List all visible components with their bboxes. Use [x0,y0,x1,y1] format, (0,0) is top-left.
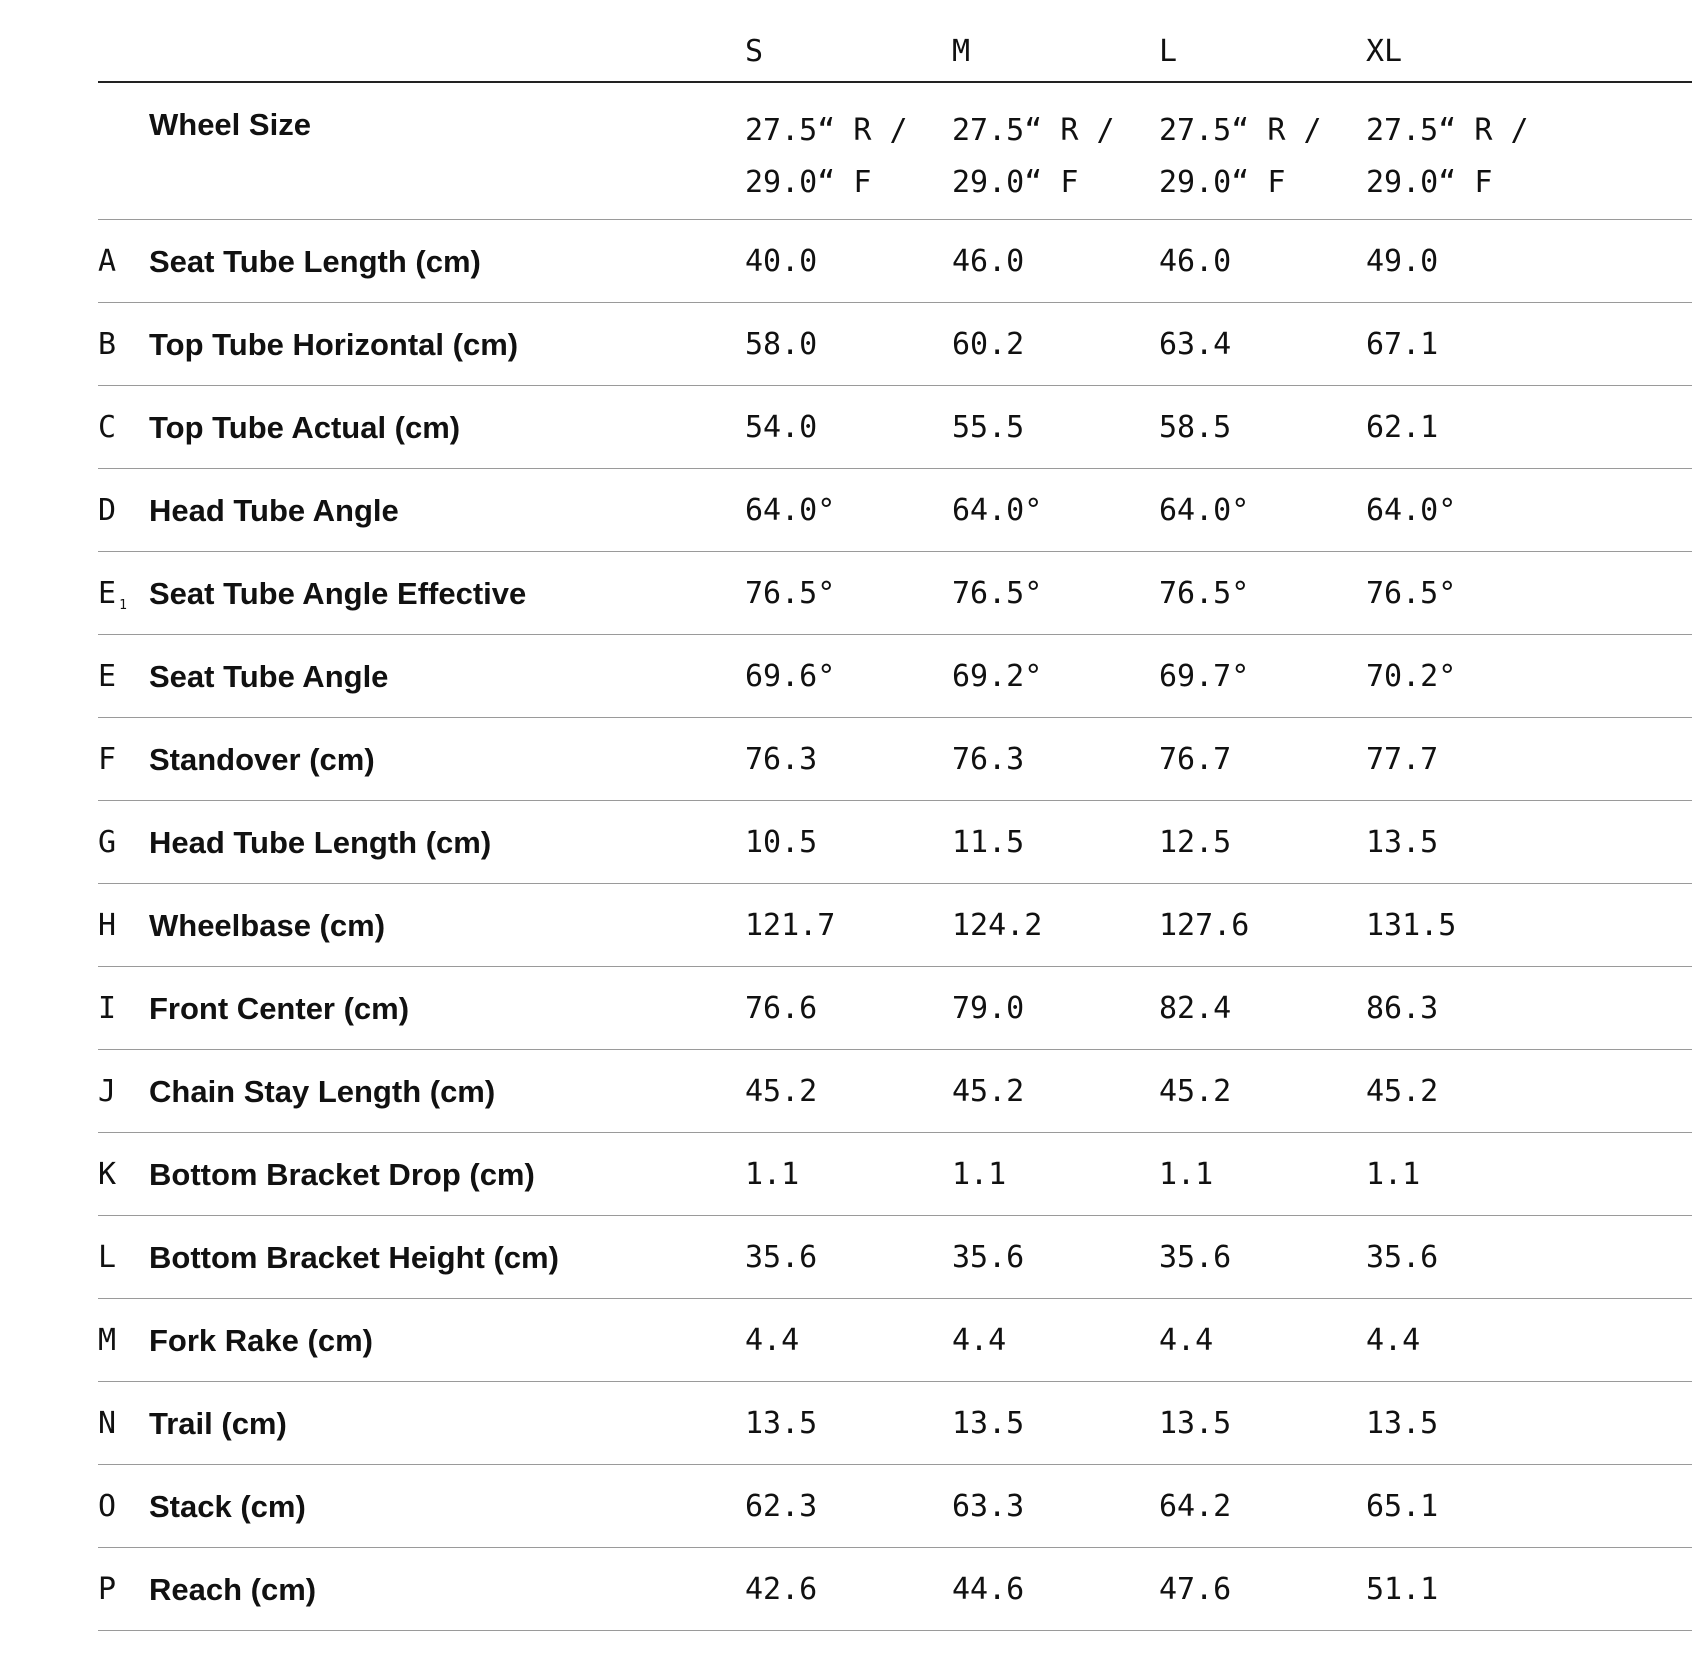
row-label: Stack (cm) [149,1489,306,1524]
row-label: Wheelbase (cm) [149,908,386,943]
cell-value-m: 13.5 [952,1406,1025,1441]
cell-value-l: 63.4 [1159,327,1232,362]
row-letter-text: J [98,1074,117,1109]
cell-value-xl: 4.4 [1366,1323,1421,1358]
table-row [98,1050,1692,1133]
cell-value-s: 76.6 [745,991,818,1026]
wheel-size-row [98,83,1692,220]
row-letter [98,821,116,865]
cell-value-l: 47.6 [1159,1572,1232,1607]
row-label: Front Center (cm) [149,991,410,1026]
cell-value-m: 69.2° [952,659,1043,694]
row-label: Head Tube Length (cm) [149,825,492,860]
table-row [98,1216,1692,1299]
row-letter [98,904,116,948]
cell-value-l: 46.0 [1159,244,1232,279]
cell-value-s: 4.4 [745,1323,800,1358]
cell-value-s: 1.1 [745,1157,800,1192]
cell-value-xl: 76.5° [1366,576,1457,611]
cell-value-s: 13.5 [745,1406,818,1441]
table-row [98,1299,1692,1382]
row-letter [98,655,116,699]
row-letter-text: E [98,659,117,694]
cell-value-l: 82.4 [1159,991,1232,1026]
cell-value-m: 46.0 [952,244,1025,279]
row-letter-text: D [98,493,117,528]
cell-value-xl: 86.3 [1366,991,1439,1026]
row-label: Seat Tube Length (cm) [149,244,481,279]
row-letter [98,240,116,284]
cell-value-xl: 13.5 [1366,825,1439,860]
table-row [98,1133,1692,1216]
cell-value-l: 45.2 [1159,1074,1232,1109]
row-letter-text: C [98,410,117,445]
row-letter [98,987,116,1031]
table-row [98,469,1692,552]
wheel-size-value-xl: 27.5“ R / 29.0“ F [1366,113,1529,200]
row-letter-text: A [98,244,117,279]
cell-value-m: 1.1 [952,1157,1007,1192]
row-letter-subscript: 1 [119,598,127,613]
row-letter [98,1485,116,1529]
row-label: Head Tube Angle [149,493,399,528]
cell-value-m: 11.5 [952,825,1025,860]
cell-value-xl: 1.1 [1366,1157,1421,1192]
row-letter [98,1568,116,1612]
cell-value-s: 64.0° [745,493,836,528]
row-label: Bottom Bracket Height (cm) [149,1240,559,1275]
cell-value-xl: 77.7 [1366,742,1439,777]
cell-value-m: 63.3 [952,1489,1025,1524]
row-label: Standover (cm) [149,742,375,777]
row-label: Reach (cm) [149,1572,317,1607]
wheel-size-value-m: 27.5“ R / 29.0“ F [952,113,1115,200]
cell-value-m: 79.0 [952,991,1025,1026]
row-letter-text: I [98,991,117,1026]
cell-value-xl: 51.1 [1366,1572,1439,1607]
table-row [98,303,1692,386]
cell-value-l: 13.5 [1159,1406,1232,1441]
cell-value-m: 124.2 [952,908,1043,943]
row-letter [98,572,127,628]
table-row [98,884,1692,967]
cell-value-xl: 62.1 [1366,410,1439,445]
cell-value-xl: 65.1 [1366,1489,1439,1524]
size-header-m: M [952,34,971,69]
table-row [98,552,1692,635]
table-row [98,967,1692,1050]
table-row [98,1548,1692,1631]
cell-value-xl: 64.0° [1366,493,1457,528]
row-label: Seat Tube Angle [149,659,389,694]
row-letter-text: F [98,742,117,777]
row-letter-text: P [98,1572,117,1607]
cell-value-s: 62.3 [745,1489,818,1524]
row-label: Wheel Size [149,107,311,142]
wheel-size-value-l: 27.5“ R / 29.0“ F [1159,113,1322,200]
cell-value-l: 69.7° [1159,659,1250,694]
geometry-table [98,0,1692,1631]
cell-value-l: 76.5° [1159,576,1250,611]
cell-value-s: 121.7 [745,908,836,943]
size-header-xl: XL [1366,34,1403,69]
size-header-l: L [1159,34,1178,69]
row-label: Seat Tube Angle Effective [149,576,527,611]
cell-value-xl: 35.6 [1366,1240,1439,1275]
cell-value-m: 64.0° [952,493,1043,528]
cell-value-xl: 45.2 [1366,1074,1439,1109]
cell-value-l: 4.4 [1159,1323,1214,1358]
row-letter-text: N [98,1406,117,1441]
cell-value-s: 76.5° [745,576,836,611]
cell-value-s: 45.2 [745,1074,818,1109]
cell-value-l: 12.5 [1159,825,1232,860]
cell-value-xl: 67.1 [1366,327,1439,362]
row-label: Top Tube Actual (cm) [149,410,461,445]
row-letter [98,1236,116,1280]
row-letter [98,1402,116,1446]
cell-value-s: 10.5 [745,825,818,860]
row-letter-text: K [98,1157,117,1192]
cell-value-s: 42.6 [745,1572,818,1607]
cell-value-l: 76.7 [1159,742,1232,777]
cell-value-m: 35.6 [952,1240,1025,1275]
cell-value-l: 64.0° [1159,493,1250,528]
cell-value-m: 55.5 [952,410,1025,445]
cell-value-xl: 70.2° [1366,659,1457,694]
cell-value-xl: 49.0 [1366,244,1439,279]
row-letter-text: M [98,1323,117,1358]
wheel-size-value-s: 27.5“ R / 29.0“ F [745,113,908,200]
cell-value-m: 76.5° [952,576,1043,611]
cell-value-s: 58.0 [745,327,818,362]
cell-value-m: 44.6 [952,1572,1025,1607]
row-letter [98,323,116,367]
cell-value-xl: 13.5 [1366,1406,1439,1441]
cell-value-m: 4.4 [952,1323,1007,1358]
cell-value-s: 76.3 [745,742,818,777]
size-header-s: S [745,34,764,69]
row-letter-text: L [98,1240,117,1275]
table-row [98,718,1692,801]
cell-value-m: 45.2 [952,1074,1025,1109]
row-letter-text: G [98,825,117,860]
size-header-row [98,0,1692,83]
row-letter [98,489,116,533]
row-letter-text: B [98,327,117,362]
row-letter [98,1153,116,1197]
cell-value-l: 1.1 [1159,1157,1214,1192]
row-label: Bottom Bracket Drop (cm) [149,1157,535,1192]
row-label: Trail (cm) [149,1406,287,1441]
table-row [98,635,1692,718]
table-row [98,220,1692,303]
row-letter [98,738,116,782]
row-letter [98,406,116,450]
cell-value-m: 76.3 [952,742,1025,777]
cell-value-s: 69.6° [745,659,836,694]
cell-value-l: 127.6 [1159,908,1250,943]
cell-value-s: 35.6 [745,1240,818,1275]
cell-value-xl: 131.5 [1366,908,1457,943]
row-letter-text: E [98,576,117,611]
table-row [98,801,1692,884]
row-label: Top Tube Horizontal (cm) [149,327,519,362]
table-row [98,386,1692,469]
cell-value-m: 60.2 [952,327,1025,362]
table-row [98,1382,1692,1465]
row-letter-text: H [98,908,117,943]
row-label: Fork Rake (cm) [149,1323,373,1358]
cell-value-l: 35.6 [1159,1240,1232,1275]
cell-value-s: 54.0 [745,410,818,445]
table-row [98,1465,1692,1548]
row-letter [98,1319,116,1363]
geometry-rows [98,220,1692,1631]
cell-value-l: 58.5 [1159,410,1232,445]
row-letter [98,1070,116,1114]
cell-value-l: 64.2 [1159,1489,1232,1524]
cell-value-s: 40.0 [745,244,818,279]
row-letter-text: O [98,1489,117,1524]
row-label: Chain Stay Length (cm) [149,1074,496,1109]
